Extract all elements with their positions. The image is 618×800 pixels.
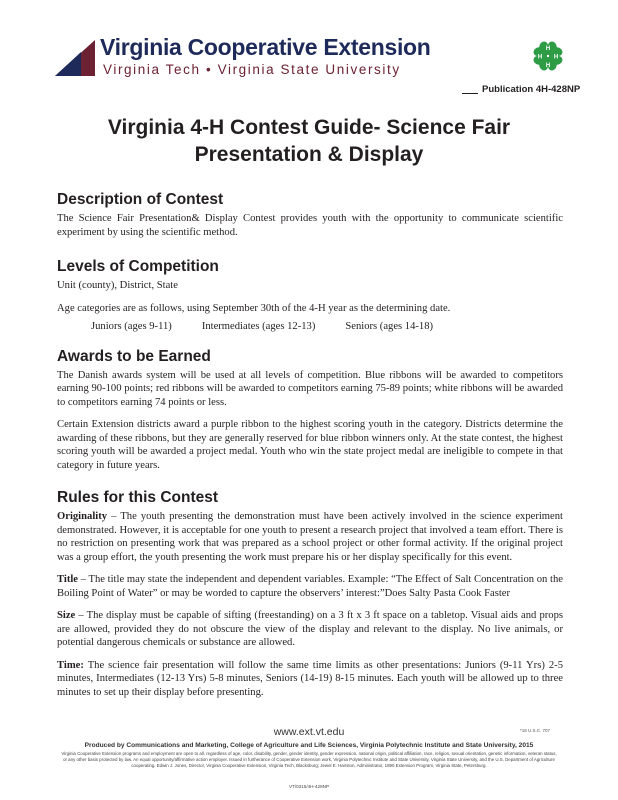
four-h-clover-icon (528, 36, 568, 76)
rule-size-lead: Size (57, 610, 76, 621)
website-url[interactable]: www.ext.vt.edu (273, 726, 345, 738)
document-title (40, 114, 578, 168)
rule-time-lead: Time: (57, 659, 84, 671)
rule-time-text: The science fair presentation will follow the same time limits as other presentations: Juniors (9-11 Yrs) 2-5 minutes, Intermediates (12-13 Yrs) 5-8 minutes, Seniors (14-19) 8-15 minutes. Each youth will be allowed up to three minutes to set up their display before presenting. (57, 659, 563, 698)
vce-logo-icon (55, 40, 95, 76)
produced-by: Produced by Communications and Marketing, College of Agriculture and Life Sciences, Virginia Polytechnic Institute and State University, 2015 (84, 742, 534, 749)
age-categories (57, 320, 563, 334)
usc-note: *18 U.S.C. 707 (520, 728, 551, 733)
svg-text:H: H (553, 54, 559, 61)
legal-notice: Virginia Cooperative Extension programs and employment are open to all, regardless of age, color, disability, gender, gender identity, gender expression, national origin, political affiliation, race, religion, sexual orientation, genetic information, veteran status, or any other basis protected by law. An equal opportunity/affirmative action employer. Issued in furtherance of Cooperative Extension work, Virginia Polytechnic Institute and State University, Virginia State University, and the U.S. Department of Agriculture cooperating. Edwin J. Jones, Director, Virginia Cooperative Extension, Virginia Tech, Blacksburg; Jewel E. Hairston, Administrator, 1890 Extension Program, Virginia State, Petersburg. (61, 751, 557, 769)
svg-text:H: H (545, 46, 551, 52)
rule-originality-lead: Originality (57, 511, 108, 522)
rule-originality-text: – The youth presenting the demonstration must have been actively involved in the science experiment demonstrated. However, it is acceptable for one youth to present a research project that involved a team effort. There is no restriction on presenting work that was prepared as a school project or other formal activity. If the original project was a group effort, the youth presenting the work must prepare his or her display specifically for this event. (57, 511, 563, 563)
rule-title-lead: Title (57, 574, 78, 585)
rule-size-text: – The display must be capable of sifting (freestanding) on a 3 ft x 3 ft space on a tabletop. Visual aids and props are allowed, provided they do not obscure the view of the display and relevant to the display. No live animals, or potential dangerous chemicals or substance are allowed. (57, 610, 563, 648)
levels-text: Unit (county), District, State (57, 280, 178, 291)
rules-heading: Rules for this Contest (57, 489, 219, 506)
awards-paragraph-2: Certain Extension districts award a purple ribbon to the highest scoring youth in the category. Districts determine the awarding of these ribbons, but they are generally reserved for blue ribbon winners only. At the state contest, the highest scoring youth will be awarded a project medal. Youth who win the state project medal are ineligible to compete in that category in future years. (57, 419, 563, 471)
document-body (57, 190, 563, 699)
publication-code: VT/0315/4H-428NP (288, 784, 330, 789)
title-line-2: Presentation & Display (194, 143, 424, 166)
title-line-1: Virginia 4-H Contest Guide- Science Fair (107, 116, 511, 139)
age-juniors: Juniors (ages 9-11) (91, 321, 172, 332)
description-heading: Description of Contest (57, 191, 224, 208)
levels-heading: Levels of Competition (57, 258, 219, 275)
rule-size (57, 609, 563, 650)
awards-paragraph-1: The Danish awards system will be used at all levels of competition. Blue ribbons will be awarded to competitors earning 90-100 points; red ribbons will be awarded to competitors earning 75-89 points; white ribbons will be awarded to competitors earning 74 points or less. (57, 369, 563, 408)
age-intermediates: Intermediates (ages 12-13) (201, 321, 316, 332)
org-subtitle: Virginia Tech • Virginia State University (103, 62, 401, 77)
age-seniors: Seniors (ages 14-18) (345, 321, 434, 332)
svg-text:H: H (537, 54, 543, 61)
publication-rule (462, 93, 478, 94)
rule-title-text: – The title may state the independent and dependent variables. Example: “The Effect of Salt Concentration on the Boiling Point of Water” or may be worded to capture the observers’ interest:”Does Salty Pasta Cook Faster (57, 574, 563, 599)
awards-heading: Awards to be Earned (57, 347, 211, 365)
svg-text:H: H (545, 63, 551, 69)
page-header (0, 0, 618, 100)
publication-number: Publication 4H-428NP (482, 84, 581, 95)
age-intro: Age categories are as follows, using September 30th of the 4-H year as the determining date. (57, 302, 451, 314)
org-name: Virginia Cooperative Extension (100, 34, 431, 60)
rule-time (57, 659, 563, 700)
description-text: The Science Fair Presentation& Display Contest provides youth with the opportunity to communicate scientific experiment by using the scientific method. (57, 213, 563, 238)
rule-title (57, 573, 563, 600)
rule-originality (57, 510, 563, 564)
